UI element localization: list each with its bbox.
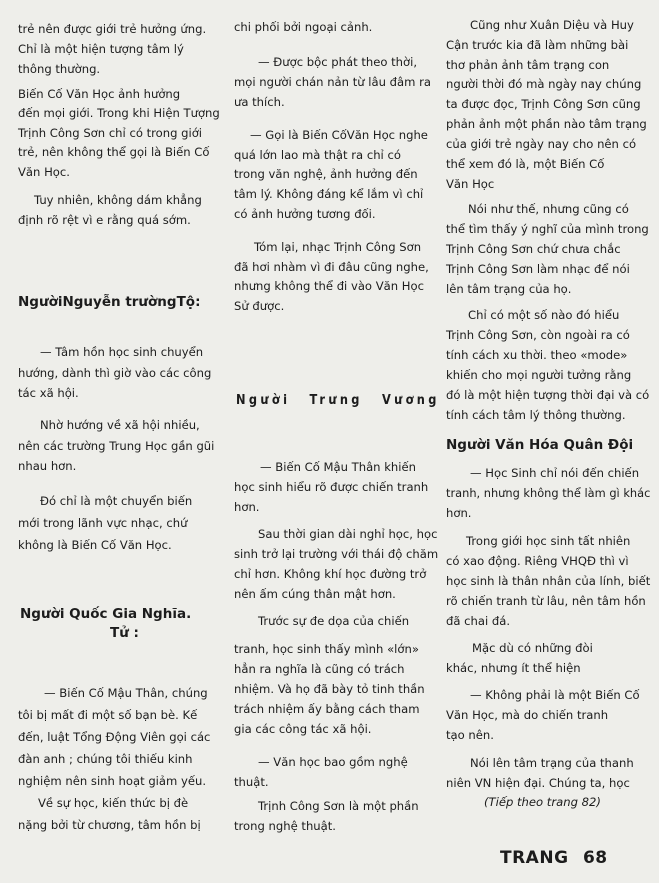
text-line: Trịnh Công Sơn chứ chưa chắc <box>446 242 621 256</box>
text-line: Đó chỉ là một chuyển biến <box>40 494 193 508</box>
text-line: ưa thích. <box>234 95 285 109</box>
text-line: nên ấm cúng thân mật hơn. <box>234 587 396 601</box>
text-line: thể tìm thấy ý nghĩ của mình trong <box>446 222 649 236</box>
text-line: người thời đó mà ngày nay chúng <box>446 77 642 91</box>
text-line: tâm lý. Không đáng kể lắm vì chỉ <box>234 187 424 201</box>
text-line: nặng bởi từ chương, tâm hồn bị <box>18 818 201 832</box>
text-line: Chỉ là một hiện tượng tâm lý <box>18 42 184 56</box>
text-line: Về sự học, kiến thức bị đè <box>38 796 189 810</box>
text-line: rõ chiến tranh từ lâu, nên tâm hồn <box>446 594 646 608</box>
text-line: Tuy nhiên, không dám khẳng <box>34 193 202 207</box>
page-label: TRANG <box>500 848 569 868</box>
text-line: mọi người chán nản từ lâu đâm ra <box>234 75 431 89</box>
text-line: đến mọi giới. Trong khi Hiện Tượng <box>18 106 220 120</box>
text-line: định rõ rệt vì e rằng quá sớm. <box>18 213 191 227</box>
text-line: trong văn nghệ, ảnh hưởng đến <box>234 167 418 181</box>
text-line: tranh, học sinh thấy mình «lớn» <box>234 642 419 656</box>
text-line: chỉ hơn. Không khí học đường trở <box>234 567 427 581</box>
text-line: có ảnh hưởng tương đối. <box>234 207 376 221</box>
text-line: Văn Học <box>446 177 495 191</box>
text-line: — Biến Cố Mậu Thân khiến <box>260 460 416 474</box>
text-line: Trịnh Công Sơn là một phần <box>258 799 419 813</box>
text-line: — Văn học bao gồm nghệ <box>258 755 408 769</box>
text-line: đến, luật Tổng Động Viên gọi các <box>18 730 211 744</box>
text-line: quá lớn lao mà thật ra chỉ có <box>234 148 401 162</box>
text-line: — Không phải là một Biến Cố <box>470 688 640 702</box>
text-line: tôi bị mất đi một số bạn bè. Kế <box>18 708 198 722</box>
text-line: Sau thời gian dài nghỉ học, học <box>258 527 438 541</box>
text-line: nên các trường Trung Học gần gũi <box>18 439 215 453</box>
text-line: tính cách xu thời. theo «mode» <box>446 348 628 362</box>
text-line: hẳn ra nghĩa là cũng có trách <box>234 662 405 676</box>
text-line: không là Biến Cố Văn Học. <box>18 538 172 552</box>
text-line: thơ phản ảnh tâm trạng con <box>446 58 610 72</box>
text-line: nhưng không thể đi vào Văn Học <box>234 279 424 293</box>
section-heading: NgườiNguyễn trườngTộ: <box>18 294 201 310</box>
page-number: 68 <box>582 848 608 868</box>
text-line: tranh, nhưng không thể làm gì khác <box>446 486 651 500</box>
text-line: Biến Cố Văn Học ảnh hưởng <box>18 87 181 101</box>
text-line: — Biến Cố Mậu Thân, chúng <box>44 686 208 700</box>
text-line: Chỉ có một số nào đó hiểu <box>468 308 620 322</box>
text-line: Nói như thế, nhưng cũng có <box>468 202 629 216</box>
text-line: trong nghệ thuật. <box>234 819 336 833</box>
text-line: Văn Học. <box>18 165 70 179</box>
text-line: gia các công tác xã hội. <box>234 722 372 736</box>
text-line: — Được bộc phát theo thời, <box>258 55 418 69</box>
text-line: — Tâm hồn học sinh chuyển <box>40 345 204 359</box>
text-line: có xao động. Riêng VHQĐ thì vì <box>446 554 629 568</box>
text-line: tác xã hội. <box>18 386 79 400</box>
text-line: học sinh là thân nhân của lính, biết <box>446 574 651 588</box>
text-line: Cũng như Xuân Diệu và Huy <box>470 18 634 32</box>
text-line: trẻ, nên không thể gọi là Biến Cố <box>18 145 210 159</box>
text-line: Trịnh Công Sơn làm nhạc để nói <box>446 262 630 276</box>
text-line: sinh trở lại trường với thái độ chăm <box>234 547 439 561</box>
text-line: hơn. <box>446 506 472 520</box>
section-heading: Người Văn Hóa Quân Đội <box>446 437 634 453</box>
text-line: hơn. <box>234 500 260 514</box>
text-line: mới trong lãnh vực nhạc, chứ <box>18 516 188 530</box>
text-line: đàn anh ; chúng tôi thiếu kinh <box>18 752 193 766</box>
text-line: — Học Sinh chỉ nói đến chiến <box>470 466 640 480</box>
section-heading: Người Trưng Vương <box>236 392 440 408</box>
continued-note: (Tiếp theo trang 82) <box>484 795 601 809</box>
text-line: hướng, dành thì giờ vào các công <box>18 366 212 380</box>
text-line: khác, nhưng ít thể hiện <box>446 661 581 675</box>
text-line: Sử được. <box>234 299 285 313</box>
text-line: lên tâm trạng của họ. <box>446 282 572 296</box>
text-line: tính cách tâm lý thông thường. <box>446 408 626 422</box>
text-line: phản ảnh một phần nào tâm trạng <box>446 117 647 131</box>
text-line: nghiệm nên sinh hoạt giảm yếu. <box>18 774 207 788</box>
text-line: chi phối bởi ngoại cảnh. <box>234 20 373 34</box>
text-line: Trịnh Công Sơn, còn ngoài ra có <box>446 328 630 342</box>
text-line: của giới trẻ ngày nay cho nên có <box>446 137 637 151</box>
text-line: Trước sự đe dọa của chiến <box>258 614 410 628</box>
text-line: Trong giới học sinh tất nhiên <box>466 534 631 548</box>
text-line: trẻ nên được giới trẻ hưởng ứng. <box>18 22 207 36</box>
text-line: nhiệm. Và họ đã bày tỏ tinh thần <box>234 682 425 696</box>
text-line: Mặc dù có những đòi <box>472 641 593 655</box>
text-line: Cận trước kia đã làm những bài <box>446 38 629 52</box>
text-line: Nhờ hướng về xã hội nhiều, <box>40 418 200 432</box>
text-line: niên VN hiện đại. Chúng ta, học <box>446 776 630 790</box>
text-line: thuật. <box>234 775 269 789</box>
text-line: khiến cho mọi người tưởng rằng <box>446 368 632 382</box>
text-line: Nói lên tâm trạng của thanh <box>470 756 634 770</box>
page-footer <box>500 848 608 868</box>
text-line: Tóm lại, nhạc Trịnh Công Sơn <box>254 240 422 254</box>
text-line: Văn Học, mà do chiến tranh <box>446 708 609 722</box>
section-heading: Người Quốc Gia Nghĩa. <box>20 606 192 622</box>
text-line: đã hơi nhàm vì đi đâu cũng nghe, <box>234 260 429 274</box>
text-line: đã chai đá. <box>446 614 511 628</box>
text-line: Trịnh Công Sơn chỉ có trong giới <box>18 126 203 140</box>
text-line: — Gọi là Biến CốVăn Học nghe <box>250 128 428 142</box>
text-line: học sinh hiểu rõ được chiến tranh <box>234 480 429 494</box>
text-line: đó là một hiện tượng thời đại và có <box>446 388 650 402</box>
section-heading: Tử : <box>110 625 139 641</box>
text-line: tạo nên. <box>446 728 494 742</box>
text-line: thông thường. <box>18 62 101 76</box>
text-line: thể xem đó là, một Biến Cố <box>446 157 605 171</box>
text-line: ta được đọc, Trịnh Công Sơn cũng <box>446 97 641 111</box>
text-line: trách nhiệm ấy bằng cách tham <box>234 702 420 716</box>
text-line: nhau hơn. <box>18 459 77 473</box>
